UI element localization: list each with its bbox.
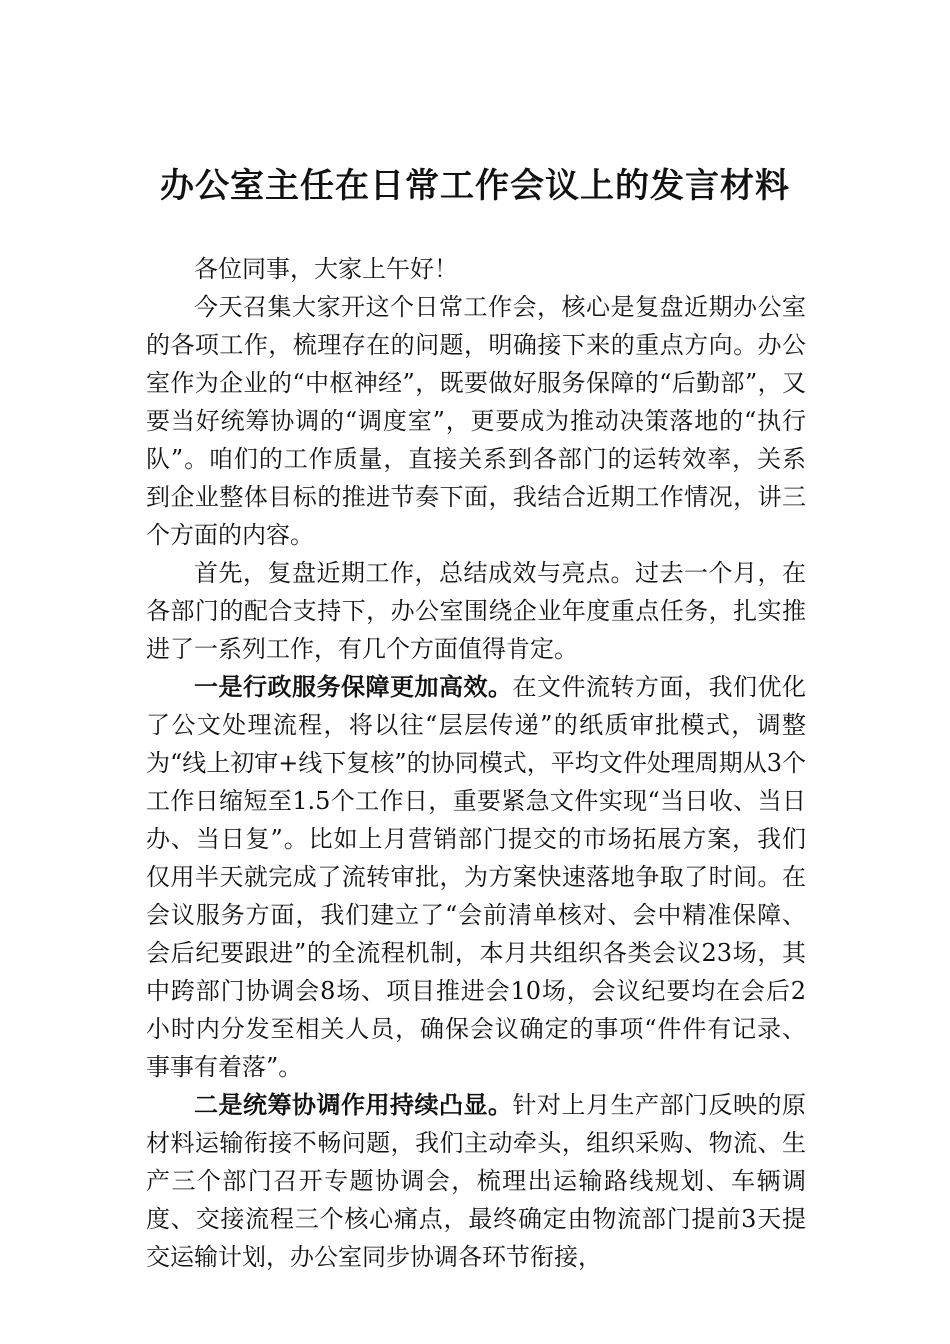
document-body [146, 250, 806, 1276]
paragraph-review [146, 554, 806, 668]
paragraph-point-two [146, 1086, 806, 1276]
paragraph-point-one [146, 668, 806, 1086]
paragraph-text: 各位同事，大家上午好！ [194, 255, 458, 283]
paragraph-greeting [146, 250, 806, 288]
paragraph-text: 首先，复盘近期工作，总结成效与亮点。过去一个月，在各部门的配合支持下，办公室围绕企业年度重点任务，扎实推进了一系列工作，有几个方面值得肯定。 [146, 559, 806, 663]
paragraph-intro [146, 288, 806, 554]
paragraph-text: 针对上月生产部门反映的原材料运输衔接不畅问题，我们主动牵头，组织采购、物流、生产三个部门召开专题协调会，梳理出运输路线规划、车辆调度、交接流程三个核心痛点，最终确定由物流部门提前3天提交运输计划，办公室同步协调各环节衔接， [146, 1091, 806, 1271]
paragraph-text: 今天召集大家开这个日常工作会，核心是复盘近期办公室的各项工作，梳理存在的问题，明确接下来的重点方向。办公室作为企业的“中枢神经”，既要做好服务保障的“后勤部”，又要当好统筹协调的“调度室”，更要成为推动决策落地的“执行队”。咱们的工作质量，直接关系到各部门的运转效率，关系到企业整体目标的推进节奏下面，我结合近期工作情况，讲三个方面的内容。 [146, 293, 806, 549]
paragraph-lead: 一是行政服务保障更加高效。 [194, 672, 513, 701]
paragraph-lead: 二是统筹协调作用持续凸显。 [194, 1090, 513, 1119]
document-title: 办公室主任在日常工作会议上的发言材料 [160, 166, 790, 206]
paragraph-text: 在文件流转方面，我们优化了公文处理流程，将以往“层层传递”的纸质审批模式，调整为“线上初审+线下复核”的协同模式，平均文件处理周期从3个工作日缩短至1.5个工作日，重要紧急文件实现“当日收、当日办、当日复”。比如上月营销部门提交的市场拓展方案，我们仅用半天就完成了流转审批，为方案快速落地争取了时间。在会议服务方面，我们建立了“会前清单核对、会中精准保障、会后纪要跟进”的全流程机制，本月共组织各类会议23场，其中跨部门协调会8场、项目推进会10场，会议纪要均在会后2小时内分发至相关人员，确保会议确定的事项“件件有记录、事事有着落”。 [146, 673, 806, 1081]
